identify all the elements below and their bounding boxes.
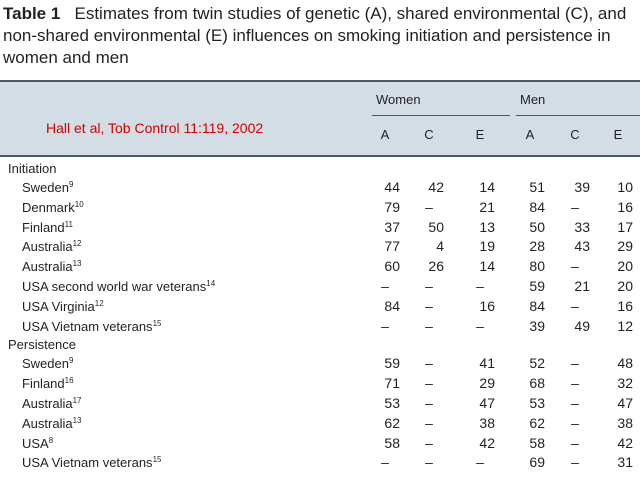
row-label [22,319,161,334]
row-label-text: Australia [22,239,73,255]
reference-number: 14 [206,279,216,288]
table-cell: 19 [479,238,495,255]
row-label [22,259,81,274]
table-cell: 38 [479,414,495,431]
table-cell: 69 [529,454,545,471]
section-initiation: Initiation [8,161,57,176]
table-cell: 29 [617,238,633,255]
table-cell: 53 [529,395,545,411]
table-cell: – [476,454,484,471]
table-cell: 77 [384,238,400,255]
column-header-women-c: C [424,127,434,142]
reference-number: 15 [152,318,162,328]
table-cell: 39 [529,317,545,334]
row-label-text: Sweden [22,180,69,195]
table-cell: 59 [384,355,400,372]
table-cell: 37 [384,218,400,235]
table-cell: – [571,395,579,411]
reference-number: 15 [152,455,162,465]
table-cell: 47 [617,395,633,411]
row-label [22,376,74,391]
table-cell: – [381,317,389,334]
table-cell: 16 [479,297,495,314]
row-label-text: Finland [22,376,65,392]
reference-number: 11 [64,219,73,229]
table-title [3,3,637,69]
table-cell: 50 [529,218,545,235]
table-cell: – [425,414,433,431]
column-header-men-a: A [525,127,535,142]
table-cell: 21 [574,278,590,294]
row-label [22,299,104,314]
table-cell: 16 [617,297,633,314]
table-cell: 84 [529,198,545,215]
table-cell: 42 [617,434,633,451]
table-cell: – [571,355,579,372]
table-cell: 14 [479,179,495,195]
table-cell: – [571,454,579,471]
table-cell: 58 [529,434,545,451]
table-cell: 62 [529,414,545,431]
row-label-text: Australia [22,259,73,275]
table-cell: 48 [617,355,633,372]
table-label: Table 1 [3,4,61,23]
row-label-text: Finland [22,219,65,235]
row-label-text: USA Virginia [22,298,95,314]
table-cell: 80 [529,258,545,275]
table-cell: 29 [479,375,495,392]
table-cell: – [425,198,433,215]
table-cell: – [425,355,433,372]
group-header-men: Men [520,92,546,107]
table-cell: – [571,434,579,451]
header-bottom-rule [0,155,640,157]
table-cell: 21 [479,198,495,215]
reference-number: 12 [72,239,82,249]
table-cell: – [425,434,433,451]
reference-number: 9 [68,180,74,189]
table-cell: – [571,414,579,431]
table-cell: – [425,454,433,471]
table-cell: 79 [384,198,400,215]
row-label [22,356,73,371]
table-cell: 16 [617,198,633,215]
table-cell: 20 [617,258,633,275]
column-header-women-a: A [380,127,390,142]
table-cell: 4 [436,238,444,255]
table-cell: 39 [574,179,590,195]
reference-number: 13 [72,415,82,425]
reference-number: 17 [72,396,82,405]
top-rule [0,80,640,82]
row-label-text: USA Vietnam veterans [22,318,153,334]
row-label [22,436,53,451]
table-cell: – [571,198,579,215]
men-group-rule [516,115,640,116]
table-cell: – [476,317,484,334]
table-cell: 32 [617,375,633,392]
column-header-men-e: E [613,127,623,142]
table-cell: 62 [384,414,400,431]
table-cell: 59 [529,278,545,294]
table-cell: 14 [479,258,495,275]
table-cell: 53 [384,395,400,411]
reference-number: 16 [64,376,74,386]
table-cell: 17 [617,218,633,235]
table-cell: 13 [479,218,495,235]
table-cell: 68 [529,375,545,392]
table-cell: 33 [574,218,590,235]
row-label [22,396,81,411]
row-label [22,200,84,215]
row-label [22,416,81,431]
table-cell: 51 [529,179,545,195]
table-cell: – [425,317,433,334]
table-cell: 42 [479,434,495,451]
table-cell: 50 [428,218,444,235]
table-cell: 41 [479,355,495,372]
table-cell: 26 [428,258,444,275]
table-cell: 31 [617,454,633,471]
table-title-text: Estimates from twin studies of genetic (A), shared environmental (C), and non-shared environmental (E) influences on smoking initiation and persistence in women and men [3,4,627,67]
table-cell: – [381,454,389,471]
citation: Hall et al, Tob Control 11:119, 2002 [46,120,264,136]
row-label-text: Denmark [22,199,75,215]
table-cell: 84 [529,297,545,314]
table-cell: 52 [529,355,545,372]
row-label-text: Australia [22,396,73,411]
row-label [22,220,73,235]
table-cell: – [571,297,579,314]
row-label [22,180,73,195]
table-cell: 47 [479,395,495,411]
row-label-text: USA Vietnam veterans [22,455,153,471]
table-cell: – [476,278,484,294]
row-label [22,239,81,254]
table-cell: – [425,278,433,294]
table-cell: 28 [529,238,545,255]
table-cell: 42 [428,179,444,195]
row-label-text: Australia [22,415,73,431]
table-cell: 44 [384,179,400,195]
table-cell: – [571,375,579,392]
reference-number: 12 [94,298,104,308]
table-cell: – [425,375,433,392]
reference-number: 13 [72,259,82,269]
row-label-text: Sweden [22,356,69,372]
column-header-men-c: C [570,127,580,142]
table-cell: – [425,297,433,314]
table-cell: – [571,258,579,275]
table-cell: 71 [384,375,400,392]
table-cell: 10 [617,179,633,195]
section-persistence: Persistence [8,337,76,353]
table-cell: 60 [384,258,400,275]
reference-number: 9 [68,356,74,366]
reference-number: 8 [48,435,54,445]
table-cell: 58 [384,434,400,451]
table-cell: 84 [384,297,400,314]
table-cell: – [425,395,433,411]
reference-number: 10 [74,199,84,209]
table-cell: – [381,278,389,294]
table-cell: 12 [617,317,633,334]
group-header-women: Women [376,92,421,107]
table-cell: 49 [574,317,590,334]
column-header-women-e: E [475,127,485,142]
row-label-text: USA [22,435,49,451]
row-label-text: USA second world war veterans [22,279,207,294]
women-group-rule [372,115,510,116]
row-label [22,455,161,470]
table-cell: 38 [617,414,633,431]
row-label [22,279,215,294]
table-cell: 43 [574,238,590,255]
table-cell: 20 [617,278,633,294]
